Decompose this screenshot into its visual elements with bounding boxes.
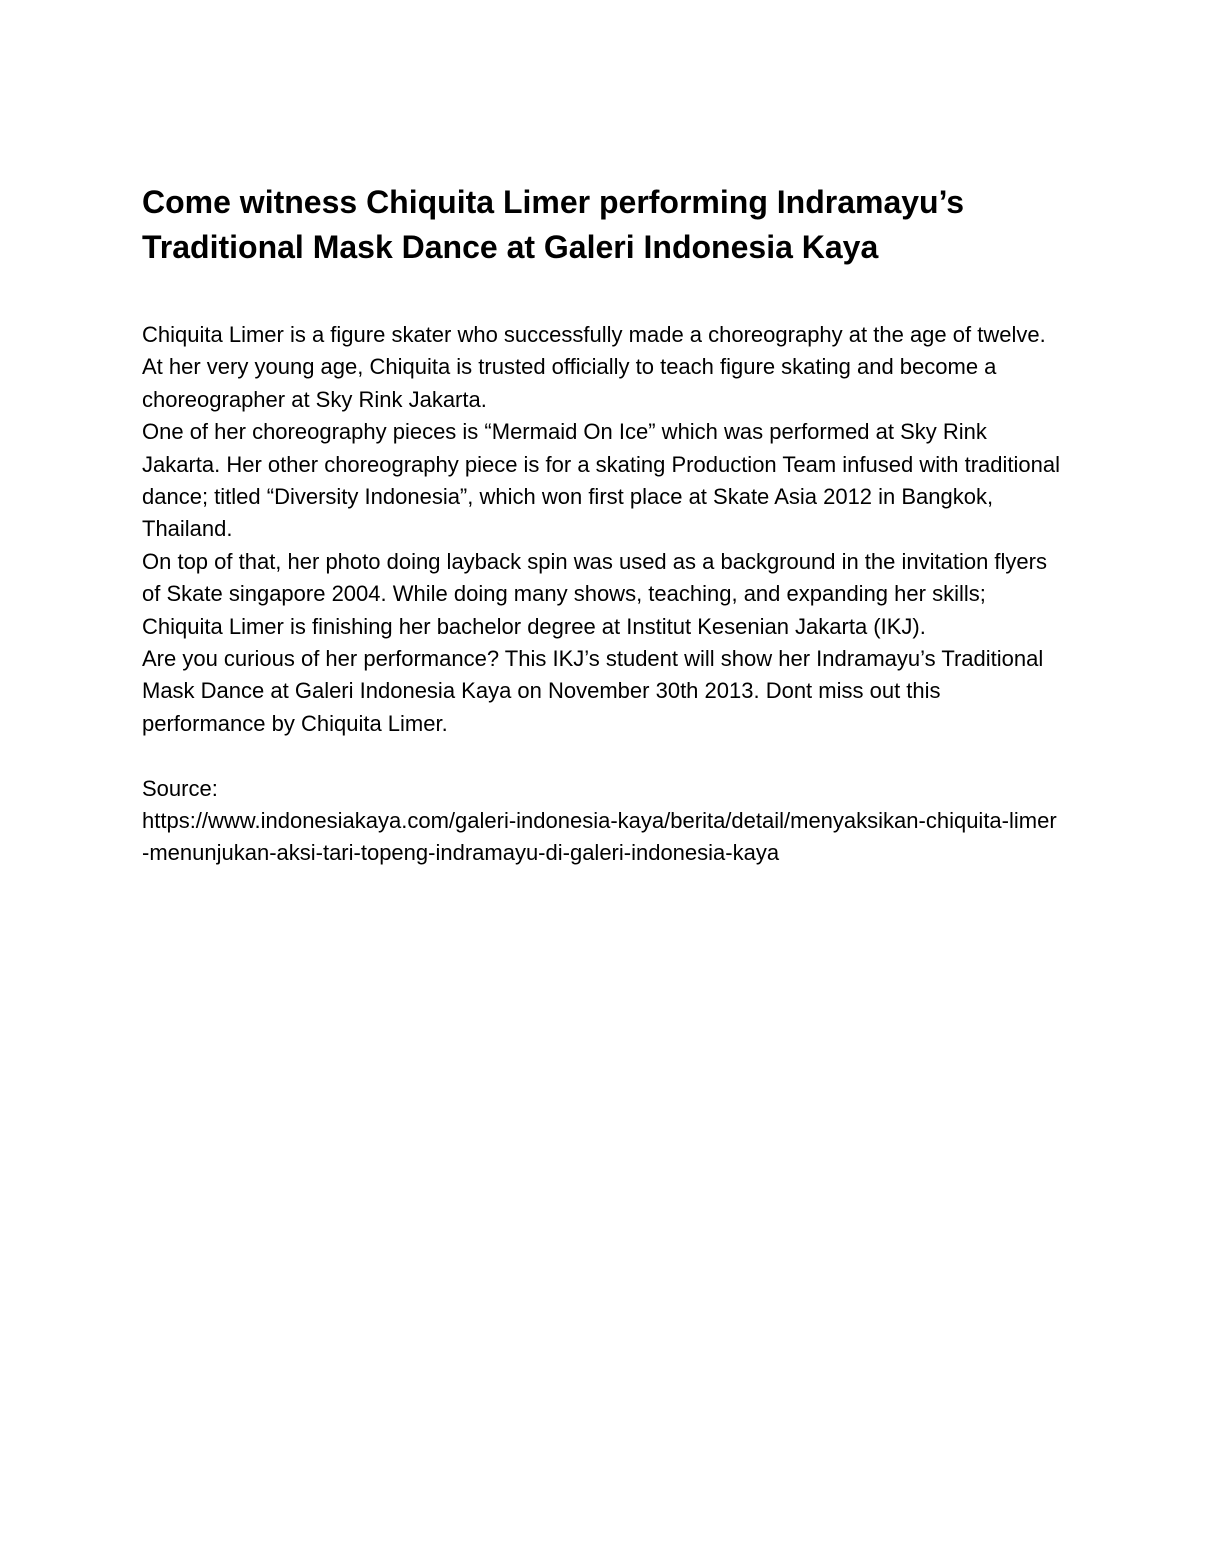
source-label: Source: [142, 775, 218, 801]
paragraph-choreography: One of her choreography pieces is “Mermaid On Ice” which was performed at Sky Rink Jakarta. Her other choreography piece is for a skating Production Team infused with traditional dance; titled “Diversity Indonesia”, which won first place at Skate Asia 2012 in Bangkok, Thailand. [142, 419, 1060, 542]
title-line-2: Traditional Mask Dance at Galeri Indonesia Kaya [142, 229, 879, 265]
title-line-1: Come witness Chiquita Limer performing Indramayu’s [142, 184, 965, 220]
paragraph-performance: Are you curious of her performance? This IKJ’s student will show her Indramayu’s Traditional Mask Dance at Galeri Indonesia Kaya on November 30th 2013. Dont miss out this performance by Chiquita Limer. [142, 646, 1044, 736]
article-body [142, 319, 1067, 870]
document-page [142, 180, 1067, 870]
source-url: https://www.indonesiakaya.com/galeri-indonesia-kaya/berita/detail/menyaksikan-chiquita-limer-menunjukan-aksi-tari-topeng-indramayu-di-galeri-indonesia-kaya [142, 808, 1057, 866]
paragraph-achievements: On top of that, her photo doing layback spin was used as a background in the invitation flyers of Skate singapore 2004. While doing many shows, teaching, and expanding her skills; Chiquita Limer is finishing her bachelor degree at Institut Kesenian Jakarta (IKJ). [142, 548, 1047, 639]
document-title [142, 180, 1067, 270]
paragraph-intro: Chiquita Limer is a figure skater who successfully made a choreography at the age of twelve. At her very young age, Chiquita is trusted officially to teach figure skating and become a choreographer at Sky Rink Jakarta. [142, 322, 1046, 412]
paragraph-spacer [142, 740, 1067, 772]
